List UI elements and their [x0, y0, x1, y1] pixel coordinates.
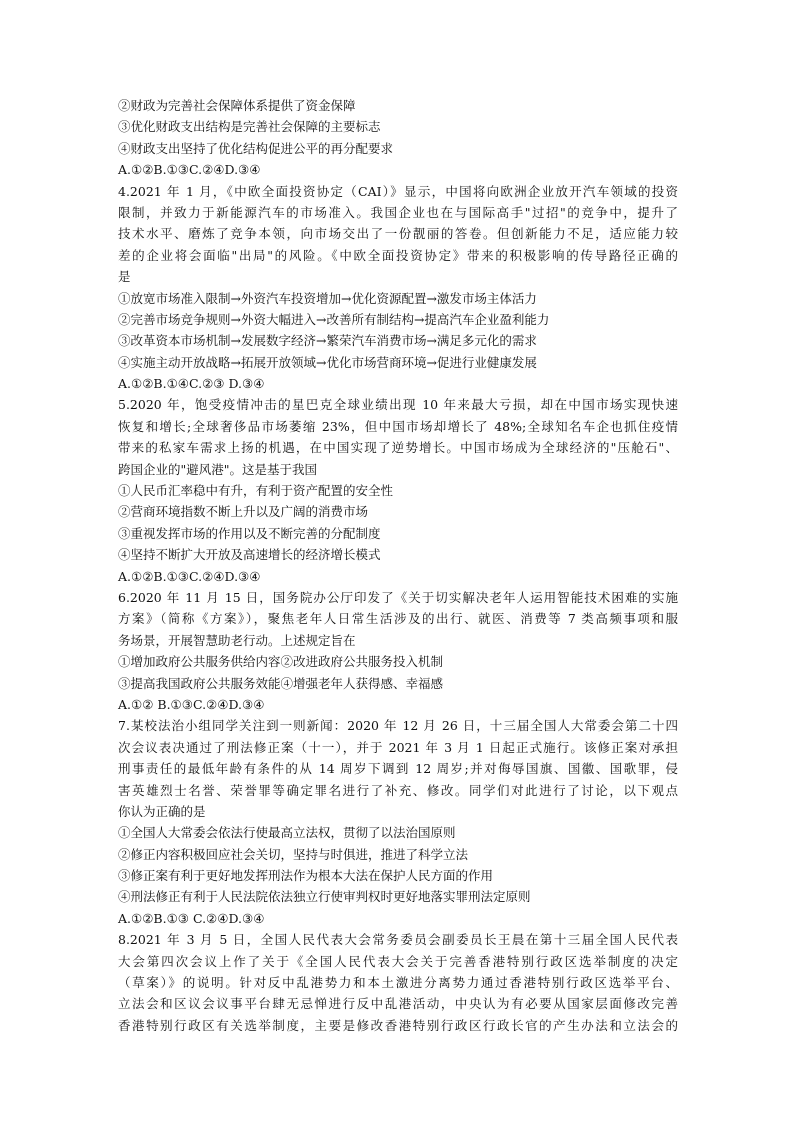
- q5-option-3: ③重视发挥市场的作用以及不断完善的分配制度: [118, 525, 381, 541]
- q4-stem-line: 是: [118, 269, 131, 285]
- q6-option-3-4: ③提高我国政府公共服务效能④增强老年人获得感、幸福感: [118, 675, 444, 691]
- q7-stem-line: 次会议表决通过了刑法修正案（十一），并于 2021 年 3 月 1 日起正式施行。该修正案对承担: [118, 739, 678, 755]
- q5-stem-line: 跨国企业的"避风港"。这是基于我国: [118, 461, 317, 477]
- q5-stem-line: 恢复和增长;全球奢侈品市场萎缩 23%，但中国市场却增长了 48%;全球知名车企也抓住疫情: [118, 418, 678, 434]
- q6-stem-line: 6.2020 年 11 月 15 日，国务院办公厅印发了《关于切实解决老年人运用智能技术困难的实施: [118, 589, 678, 605]
- q3-answer-choices: A.①②B.①③C.②④D.③④: [118, 162, 261, 178]
- q6-option-1-2: ①增加政府公共服务供给内容②改进政府公共服务投入机制: [118, 654, 444, 670]
- q8-stem-line: 大会第四次会议上作了关于《全国人民代表大会关于完善香港特别行政区选举制度的决定: [118, 953, 678, 969]
- q7-stem-line: 刑事责任的最低年龄有条件的从 14 周岁下调到 12 周岁;并对侮辱国旗、国徽、国歌罪，侵: [118, 761, 678, 777]
- q5-option-4: ④坚持不断扩大开放及高速增长的经济增长模式: [118, 547, 381, 563]
- q4-option-4: ④实施主动开放战略→拓展开放领域→优化市场营商环境→促进行业健康发展: [118, 354, 537, 370]
- q7-option-4: ④刑法修正有利于人民法院依法独立行使审判权时更好地落实罪刑法定原则: [118, 889, 531, 905]
- q5-answer-choices: A.①②B.①③C.②④D.③④: [118, 568, 261, 584]
- exam-page: [118, 95, 678, 1036]
- q7-stem-line: 你认为正确的是: [118, 803, 206, 819]
- q7-option-3: ③修正案有利于更好地发挥刑法作为根本大法在保护人民方面的作用: [118, 868, 494, 884]
- q8-stem-line: 香港特别行政区有关选举制度，主要是修改香港特别行政区行政长官的产生办法和立法会的: [118, 1017, 678, 1033]
- q6-answer-choices: A.①② B.①③C.②④D.③④: [118, 696, 265, 712]
- q4-stem-line: 限制，并致力于新能源汽车的市场准入。我国企业也在与国际高手"过招"的竞争中，提升了: [118, 204, 678, 220]
- q4-option-2: ②完善市场竞争规则→外资大幅进入→改善所有制结构→提高汽车企业盈利能力: [118, 311, 550, 327]
- q4-stem-line: 4.2021 年 1 月，《中欧全面投资协定（CAI）》显示，中国将向欧洲企业放开汽车领域的投资: [118, 183, 678, 199]
- q8-stem-line: 立法会和区议会议事平台肆无忌惮进行反中乱港活动，中央认为有必要从国家层面修改完善: [118, 996, 678, 1012]
- q4-stem-line: 技术水平、磨炼了竞争本领，向市场交出了一份靓丽的答卷。但创新能力不足，适应能力较: [118, 226, 678, 242]
- q5-stem-line: 5.2020 年，饱受疫情冲击的星巴克全球业绩出现 10 年来最大亏损，却在中国市场实现快速: [118, 397, 678, 413]
- q3-option-3: ③优化财政支出结构是完善社会保障的主要标志: [118, 119, 381, 135]
- q3-option-2: ②财政为完善社会保障体系提供了资金保障: [118, 98, 356, 113]
- q4-answer-choices: A.①②B.①④C.②③ D.③④: [118, 376, 265, 392]
- q7-option-2: ②修正内容积极回应社会关切，坚持与时俱进，推进了科学立法: [118, 846, 469, 862]
- q7-answer-choices: A.①②B.①③ C.②④D.③④: [118, 910, 265, 926]
- q7-stem-line: 7.某校法治小组同学关注到一则新闻：2020 年 12 月 26 日，十三届全国人大常委会第二十四: [118, 718, 678, 734]
- q7-stem-line: 害英雄烈士名誉、荣誉罪等确定罪名进行了补充、修改。同学们对此进行了讨论，以下观点: [118, 782, 678, 798]
- q7-option-1: ①全国人大常委会依法行使最高立法权，贯彻了以法治国原则: [118, 825, 456, 841]
- q8-stem-line: （草案）》的说明。针对反中乱港势力和本土激进分离势力通过香港特别行政区选举平台、: [118, 975, 678, 991]
- q5-stem-line: 带来的私家车需求上扬的机遇，在中国实现了逆势增长。中国市场成为全球经济的"压舱石"、: [118, 440, 678, 456]
- q6-stem-line: 务场景，开展智慧助老行动。上述规定旨在: [118, 632, 356, 648]
- q6-stem-line: 方案》（简称《方案》），聚焦老年人日常生活涉及的出行、就医、消费等 7 类高频事项和服: [118, 611, 678, 627]
- q4-option-1: ①放宽市场准入限制→外资汽车投资增加→优化资源配置→激发市场主体活力: [118, 290, 537, 306]
- q4-stem-line: 差的企业将会面临"出局"的风险。《中欧全面投资协定》带来的积极影响的传导路径正确的: [118, 247, 678, 263]
- q5-option-2: ②营商环境指数不断上升以及广阔的消费市场: [118, 504, 369, 520]
- q4-option-3: ③改革资本市场机制→发展数字经济→繁荣汽车消费市场→满足多元化的需求: [118, 333, 537, 349]
- q5-option-1: ①人民币汇率稳中有升，有利于资产配置的安全性: [118, 483, 394, 499]
- q8-stem-line: 8.2021 年 3 月 5 日，全国人民代表大会常务委员会副委员长王晨在第十三届全国人民代表: [118, 932, 678, 948]
- q3-option-4: ④财政支出坚持了优化结构促进公平的再分配要求: [118, 140, 394, 156]
